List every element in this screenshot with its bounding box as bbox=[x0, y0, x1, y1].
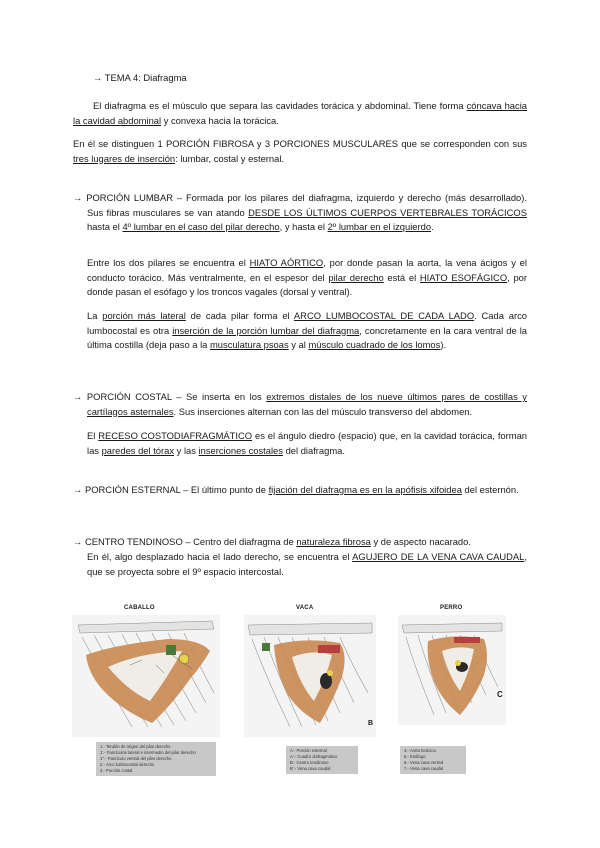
legend-item: 5.- Esófago bbox=[404, 754, 426, 759]
tendinoso-paragraph-2: En él, algo desplazado hacia el lado derecho, se encuentra el AGUJERO DE LA VENA CAVA CAUDAL, que se proyecta sobre el 9º espacio intercostal. bbox=[87, 551, 527, 577]
underlined-term: porción más lateral bbox=[102, 310, 186, 321]
legend-item: B.- Centro tendinoso bbox=[290, 760, 329, 765]
legend-item: A'.- Cuadro diafragmático bbox=[290, 754, 338, 759]
legend-item: 3.- Porción costal bbox=[100, 768, 133, 773]
figure-label-vaca: VACA bbox=[296, 605, 314, 611]
underlined-term: ARCO LUMBOCOSTAL DE CADA LADO bbox=[293, 310, 475, 321]
underlined-term: cóncava hacia la cavidad abdominal bbox=[73, 100, 527, 126]
underlined-term: AGUJERO DE LA VENA CAVA CAUDAL bbox=[352, 551, 525, 562]
legend-item: 1'.- Fascículos lateral e intermedio del pilar derecho bbox=[100, 750, 196, 755]
lumbar-paragraph-3: La porción más lateral de cada pilar forma el ARCO LUMBOCOSTAL DE CADA LADO. Cada arco lumbocostal es otra inserción de la porción lumbar del diafragma, concretamente en la cara ventral de la última costilla (deja paso a la musculatura psoas y al músculo cuadrado de los lomos). bbox=[87, 310, 527, 350]
legend-caballo bbox=[96, 742, 216, 776]
underlined-term: músculo cuadrado de los lomos bbox=[308, 339, 441, 350]
underlined-term: RECESO COSTODIAFRAGMÁTICO bbox=[98, 430, 253, 441]
underlined-term: HIATO AÓRTICO bbox=[249, 257, 324, 268]
intro-paragraph-2: En él se distinguen 1 PORCIÓN FIBROSA y 3 PORCIONES MUSCULARES que se corresponden con sus tres lugares de inserción: lumbar, costal y esternal. bbox=[73, 138, 527, 164]
figure-label-caballo: CABALLO bbox=[124, 605, 155, 611]
esternal-paragraph: → PORCIÓN ESTERNAL – El último punto de fijación del diafragma es en la apófisis xifoidea del esternón. bbox=[73, 484, 519, 495]
underlined-term: inserciones costales bbox=[198, 444, 283, 456]
underlined-term: 4º lumbar en el caso del pilar derecho bbox=[122, 221, 280, 232]
legend-item: 6.- Vena cava ventral bbox=[404, 760, 444, 765]
horse-diaphragm-illustration bbox=[72, 615, 220, 737]
underlined-term: naturaleza fibrosa bbox=[296, 536, 371, 547]
underlined-term: DESDE LOS ÚLTIMOS CUERPOS VERTEBRALES TORÁCICOS bbox=[248, 206, 527, 218]
costal-paragraph-2: El RECESO COSTODIAFRAGMÁTICO es el ángulo diedro (espacio) que, en la cavidad torácica, forman las paredes del tórax y las inserciones costales del diafragma. bbox=[87, 430, 528, 456]
panel-letter-b: B bbox=[368, 720, 374, 727]
dog-diaphragm-illustration bbox=[398, 615, 506, 725]
legend-item: 4.- Aorta torácica bbox=[404, 748, 436, 753]
cow-diaphragm-illustration bbox=[244, 615, 376, 737]
legend-item: 7.- Vena cava caudal bbox=[404, 766, 444, 771]
underlined-term: tres lugares de inserción bbox=[73, 152, 176, 164]
underlined-term: fijación del diafragma es en la apófisis xifoidea bbox=[268, 484, 462, 495]
underlined-term: inserción de la porción lumbar del diafragma bbox=[172, 324, 360, 336]
intro-paragraph-1: El diafragma es el músculo que separa las cavidades torácica y abdominal. Tiene forma cóncava hacia la cavidad abdominal y convexa hacia la torácica. bbox=[73, 100, 527, 126]
underlined-term: 2º lumbar en el izquierdo bbox=[327, 221, 432, 232]
figure-label-perro: PERRO bbox=[440, 605, 463, 611]
legend-item: B'.- Vena cava caudal bbox=[290, 766, 331, 771]
legend-item: 1''.- Fascículo ventral del pilar derecho bbox=[100, 756, 172, 761]
tendinoso-paragraph-1: → CENTRO TENDINOSO – Centro del diafragma de naturaleza fibrosa y de aspecto nacarado. bbox=[73, 536, 471, 547]
lumbar-paragraph-2: Entre los dos pilares se encuentra el HIATO AÓRTICO, por donde pasan la aorta, la vena ácigos y el conducto torácico. Más ventralmente, en el espesor del pilar derecho está el HIATO ESOFÁGICO, por donde pasan el esófago y los troncos vagales (dorsal y ventral). bbox=[87, 257, 528, 297]
lumbar-paragraph-1: → PORCIÓN LUMBAR – Formada por los pilares del diafragma, izquierdo y derecho (más desarrollado). Sus fibras musculares se van atando DESDE LOS ÚLTIMOS CUERPOS VERTEBRALES TORÁCICOS hasta el 4º lumbar en el caso del pilar derecho, y hasta el 2º lumbar en el izquierdo. bbox=[73, 192, 527, 232]
costal-paragraph-1: → PORCIÓN COSTAL – Se inserta en los extremos distales de los nueve últimos pares de costillas y cartílagos asternales. Sus inserciones alternan con las del músculo transverso del abdomen. bbox=[73, 391, 527, 417]
panel-letter-c: C bbox=[497, 690, 503, 699]
underlined-term: HIATO ESOFÁGICO bbox=[419, 271, 508, 283]
legend-perro bbox=[400, 746, 466, 774]
legend-vaca bbox=[286, 746, 358, 774]
legend-item: 1.- Tendón de origen del pilar derecho bbox=[100, 744, 171, 749]
legend-item: A.- Porción esternal bbox=[290, 748, 327, 753]
legend-item: 2.- Arco lumbocostal derecho bbox=[100, 762, 155, 767]
page-title: → TEMA 4: Diafragma bbox=[93, 72, 187, 83]
underlined-term: paredes del tórax bbox=[101, 444, 175, 456]
underlined-term: pilar derecho bbox=[328, 271, 384, 283]
underlined-term: extremos distales de los nueve últimos pares de costillas y cartílagos asternales bbox=[87, 391, 527, 417]
underlined-term: musculatura psoas bbox=[209, 339, 289, 350]
